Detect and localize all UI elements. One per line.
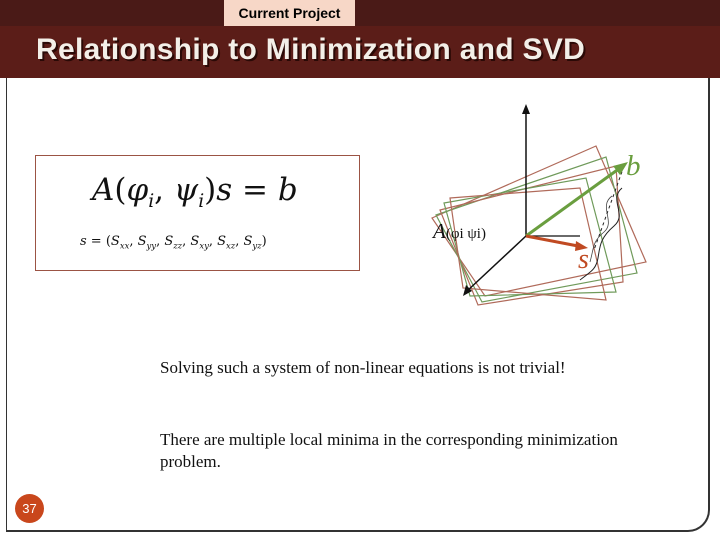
operator-label: A(φi ψi) [433, 219, 486, 243]
vector-s-label: s [578, 244, 589, 275]
axis-diagonal [466, 236, 526, 292]
vector-b-label: b [626, 150, 641, 182]
main-equation: $A(\varphi_i$, $\psi_i)s = b$ [92, 172, 298, 213]
vector-s [526, 236, 578, 246]
page-number-badge: 37 [15, 494, 44, 523]
paragraph-nonlinear: Solving such a system of non-linear equations is not trivial! [160, 358, 566, 377]
paragraph-local-minima: There are multiple local minima in the corresponding minimization problem. [160, 430, 618, 471]
vector-b [526, 168, 620, 236]
axis-vertical-arrowhead [522, 104, 530, 114]
section-tab: Current Project [224, 0, 355, 26]
slide-title: Relationship to Minimization and SVD [36, 33, 586, 66]
vector-definition: $s = (S_{xx}$, $S_{yy}$, $S_{zz}$, $S_{xy}$, $S_{xz}$, $S_{yz}$) [80, 234, 267, 251]
